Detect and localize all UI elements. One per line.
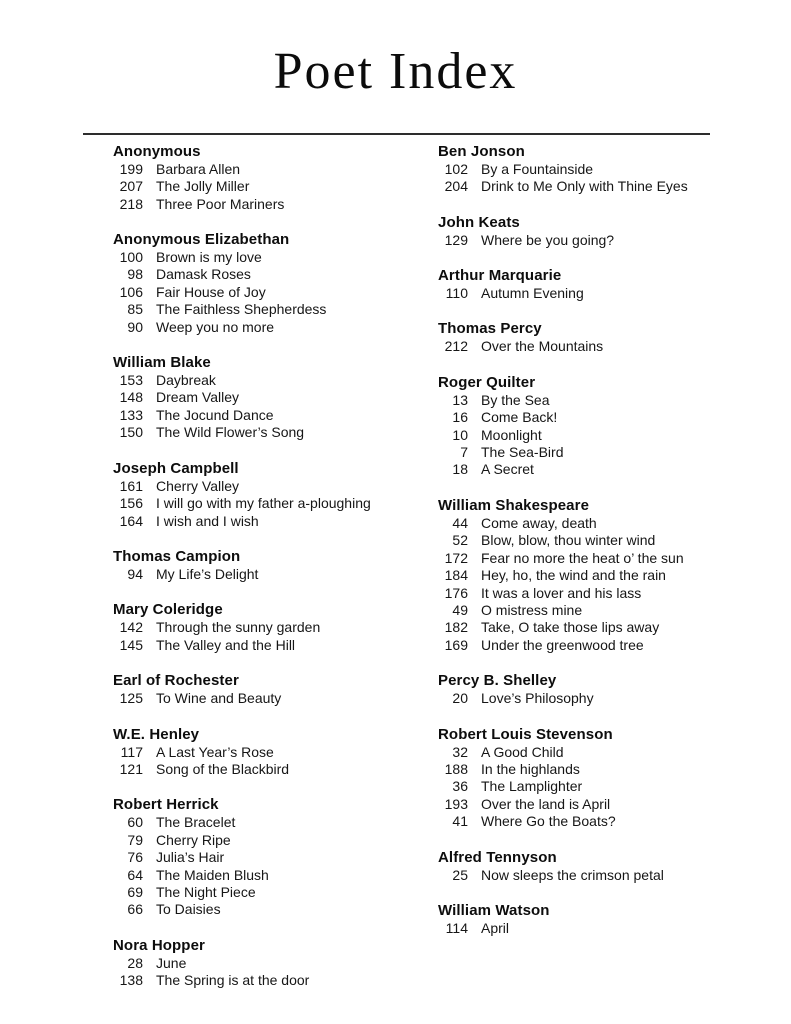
entry-poem-title: The Valley and the Hill — [156, 636, 296, 653]
entry-poem-title: The Sea-Bird — [481, 444, 564, 461]
index-entry — [438, 461, 791, 478]
poet-name: Ben Jonson — [438, 142, 525, 160]
index-entry — [438, 550, 791, 567]
entry-page-number: 125 — [119, 690, 143, 707]
entry-page-number: 25 — [452, 866, 468, 883]
entry-page-number: 182 — [444, 619, 468, 636]
entry-poem-title: Moonlight — [481, 426, 542, 443]
entry-page-number: 176 — [444, 584, 468, 601]
entry-poem-title: Song of the Blackbird — [156, 760, 290, 777]
entry-page-number: 169 — [444, 636, 468, 653]
column-right — [438, 142, 791, 1007]
entry-poem-title: Cherry Ripe — [156, 831, 231, 848]
index-entry — [438, 761, 791, 778]
index-entry — [438, 867, 791, 884]
entry-poem-title: Fear no more the heat o’ the sun — [481, 549, 684, 566]
entry-page-number: 204 — [444, 178, 468, 195]
poet-name: Thomas Percy — [438, 320, 542, 338]
title-divider — [83, 133, 710, 135]
poet-name: William Blake — [113, 354, 211, 372]
entry-page-number: 207 — [119, 178, 143, 195]
entry-poem-title: A Good Child — [481, 743, 564, 760]
entry-poem-title: The Spring is at the door — [156, 972, 310, 989]
entry-page-number: 20 — [452, 690, 468, 707]
entry-page-number: 44 — [452, 514, 468, 531]
entry-poem-title: Where be you going? — [481, 231, 615, 248]
poet-section — [113, 936, 438, 990]
entry-poem-title: In the highlands — [481, 760, 580, 777]
index-entry — [438, 338, 791, 355]
entry-page-number: 117 — [120, 743, 143, 760]
entry-page-number: 7 — [460, 444, 468, 461]
entry-page-number: 156 — [119, 495, 143, 512]
index-entry — [113, 744, 438, 761]
index-entry — [438, 778, 791, 795]
index-entry — [113, 619, 438, 636]
entry-page-number: 161 — [119, 477, 143, 494]
entry-poem-title: Where Go the Boats? — [481, 813, 616, 830]
index-entry — [113, 284, 438, 301]
entry-page-number: 145 — [119, 636, 143, 653]
index-entry — [438, 285, 791, 302]
index-entry — [113, 424, 438, 441]
poet-section — [113, 230, 438, 336]
poet-name: John Keats — [438, 213, 520, 231]
poet-section — [113, 671, 438, 707]
index-entry — [113, 178, 438, 195]
entry-page-number: 121 — [119, 760, 143, 777]
poet-section — [438, 319, 791, 355]
poet-name: William Watson — [438, 901, 550, 919]
entry-page-number: 138 — [119, 972, 143, 989]
index-entry — [113, 249, 438, 266]
entry-page-number: 16 — [452, 409, 468, 426]
poet-name: Anonymous Elizabethan — [113, 231, 290, 249]
poet-name: Robert Herrick — [113, 796, 219, 814]
entry-page-number: 153 — [119, 372, 143, 389]
index-entry — [113, 161, 438, 178]
index-entry — [113, 849, 438, 866]
entry-page-number: 199 — [119, 160, 143, 177]
entry-poem-title: Over the land is April — [481, 795, 611, 812]
entry-page-number: 32 — [452, 743, 468, 760]
poet-name: Joseph Campbell — [113, 459, 239, 477]
entry-page-number: 98 — [127, 266, 143, 283]
poet-name: W.E. Henley — [113, 725, 200, 743]
entry-page-number: 85 — [127, 301, 143, 318]
entry-poem-title: The Lamplighter — [481, 778, 583, 795]
poet-section — [438, 266, 791, 302]
index-entry — [438, 920, 791, 937]
index-entry — [113, 372, 438, 389]
entry-page-number: 129 — [444, 231, 468, 248]
index-entry — [438, 161, 791, 178]
entry-page-number: 114 — [445, 919, 468, 936]
entry-page-number: 64 — [127, 866, 143, 883]
entry-poem-title: Under the greenwood tree — [481, 636, 644, 653]
index-entry — [113, 814, 438, 831]
entry-page-number: 28 — [127, 954, 143, 971]
index-entry — [113, 867, 438, 884]
entry-page-number: 94 — [127, 565, 143, 582]
entry-page-number: 148 — [119, 389, 143, 406]
index-entry — [438, 567, 791, 584]
entry-poem-title: The Bracelet — [156, 814, 236, 831]
index-entry — [113, 761, 438, 778]
index-entry — [438, 444, 791, 461]
entry-poem-title: Dream Valley — [156, 389, 239, 406]
index-entry — [438, 637, 791, 654]
poet-name: Thomas Campion — [113, 547, 241, 565]
entry-poem-title: By the Sea — [481, 391, 550, 408]
poet-name: Alfred Tennyson — [438, 848, 557, 866]
entry-poem-title: Cherry Valley — [156, 477, 239, 494]
index-entry — [113, 972, 438, 989]
entry-page-number: 49 — [452, 601, 468, 618]
poet-section — [438, 142, 791, 196]
entry-poem-title: The Jocund Dance — [156, 406, 274, 423]
entry-page-number: 172 — [444, 549, 468, 566]
index-entry — [113, 884, 438, 901]
index-entry — [438, 532, 791, 549]
poet-section — [438, 901, 791, 937]
entry-poem-title: A Secret — [481, 461, 534, 478]
index-entry — [113, 319, 438, 336]
poet-section — [113, 600, 438, 654]
entry-poem-title: Blow, blow, thou winter wind — [481, 532, 656, 549]
index-entry — [438, 690, 791, 707]
index-entry — [438, 619, 791, 636]
index-entry — [113, 690, 438, 707]
entry-page-number: 193 — [444, 795, 468, 812]
entry-poem-title: Drink to Me Only with Thine Eyes — [481, 178, 688, 195]
entry-poem-title: June — [156, 954, 187, 971]
poet-name: Earl of Rochester — [113, 672, 239, 690]
entry-page-number: 150 — [119, 424, 143, 441]
index-entry — [438, 409, 791, 426]
poet-section — [113, 547, 438, 583]
entry-poem-title: Damask Roses — [156, 266, 251, 283]
index-entry — [113, 407, 438, 424]
entry-page-number: 102 — [444, 160, 468, 177]
index-columns — [0, 142, 791, 1007]
entry-page-number: 188 — [444, 760, 468, 777]
entry-page-number: 69 — [127, 883, 143, 900]
entry-poem-title: Through the sunny garden — [156, 619, 321, 636]
entry-poem-title: Love’s Philosophy — [481, 690, 594, 707]
entry-poem-title: Barbara Allen — [156, 160, 241, 177]
entry-poem-title: My Life’s Delight — [156, 565, 259, 582]
entry-page-number: 106 — [119, 283, 143, 300]
entry-poem-title: O mistress mine — [481, 601, 583, 618]
entry-poem-title: Daybreak — [156, 372, 216, 389]
index-entry — [438, 796, 791, 813]
poet-section — [438, 848, 791, 884]
entry-page-number: 52 — [452, 532, 468, 549]
entry-page-number: 13 — [452, 391, 468, 408]
entry-poem-title: Weep you no more — [156, 318, 275, 335]
index-entry — [113, 196, 438, 213]
poet-section — [438, 213, 791, 249]
entry-page-number: 41 — [452, 813, 468, 830]
poet-name: Percy B. Shelley — [438, 672, 557, 690]
index-entry — [113, 495, 438, 512]
entry-poem-title: Julia’s Hair — [156, 849, 225, 866]
poet-name: Anonymous — [113, 142, 201, 160]
index-entry — [438, 392, 791, 409]
index-entry — [438, 602, 791, 619]
entry-poem-title: The Maiden Blush — [156, 866, 269, 883]
entry-poem-title: Take, O take those lips away — [481, 619, 660, 636]
index-entry — [113, 266, 438, 283]
index-entry — [438, 232, 791, 249]
poet-name: William Shakespeare — [438, 496, 590, 514]
poet-section — [113, 795, 438, 918]
poet-section — [113, 459, 438, 530]
poet-section — [438, 671, 791, 707]
index-entry — [113, 478, 438, 495]
entry-page-number: 218 — [119, 195, 143, 212]
entry-page-number: 133 — [119, 406, 143, 423]
entry-page-number: 110 — [445, 285, 468, 302]
poet-section — [113, 353, 438, 442]
entry-page-number: 18 — [452, 461, 468, 478]
entry-page-number: 142 — [119, 619, 143, 636]
entry-poem-title: The Night Piece — [156, 883, 256, 900]
entry-poem-title: To Wine and Beauty — [156, 690, 282, 707]
entry-poem-title: Over the Mountains — [481, 338, 604, 355]
index-entry — [113, 955, 438, 972]
page-title: Poet Index — [273, 43, 518, 100]
poet-name: Robert Louis Stevenson — [438, 725, 613, 743]
entry-poem-title: Hey, ho, the wind and the rain — [481, 567, 666, 584]
entry-page-number: 36 — [452, 778, 468, 795]
entry-poem-title: I wish and I wish — [156, 512, 259, 529]
entry-poem-title: I will go with my father a-ploughing — [156, 495, 371, 512]
poet-section — [438, 496, 791, 654]
index-entry — [113, 566, 438, 583]
entry-page-number: 184 — [444, 567, 468, 584]
poet-section — [113, 142, 438, 213]
entry-page-number: 164 — [119, 512, 143, 529]
index-entry — [113, 389, 438, 406]
entry-poem-title: The Faithless Shepherdess — [156, 301, 327, 318]
entry-poem-title: Come away, death — [481, 514, 597, 531]
entry-poem-title: Come Back! — [481, 409, 558, 426]
index-entry — [438, 585, 791, 602]
entry-page-number: 79 — [127, 831, 143, 848]
entry-page-number: 60 — [127, 814, 143, 831]
entry-poem-title: Autumn Evening — [481, 285, 584, 302]
poet-section — [113, 725, 438, 779]
column-left — [113, 142, 438, 1007]
entry-poem-title: April — [481, 919, 510, 936]
poet-name: Arthur Marquarie — [438, 267, 562, 285]
entry-page-number: 212 — [444, 338, 468, 355]
poet-name: Nora Hopper — [113, 936, 205, 954]
entry-poem-title: Brown is my love — [156, 249, 262, 266]
index-entry — [113, 901, 438, 918]
entry-poem-title: Now sleeps the crimson petal — [481, 866, 664, 883]
poet-name: Roger Quilter — [438, 373, 536, 391]
entry-page-number: 10 — [452, 426, 468, 443]
entry-page-number: 100 — [119, 249, 143, 266]
entry-poem-title: It was a lover and his lass — [481, 584, 642, 601]
index-entry — [438, 427, 791, 444]
index-entry — [113, 832, 438, 849]
index-entry — [438, 515, 791, 532]
index-entry — [438, 813, 791, 830]
entry-poem-title: A Last Year’s Rose — [156, 743, 274, 760]
poet-section — [438, 373, 791, 479]
entry-poem-title: To Daisies — [156, 901, 221, 918]
index-entry — [113, 301, 438, 318]
entry-page-number: 76 — [127, 849, 143, 866]
poet-section — [438, 725, 791, 831]
index-entry — [113, 637, 438, 654]
index-entry — [438, 744, 791, 761]
index-entry — [113, 513, 438, 530]
index-entry — [438, 178, 791, 195]
entry-page-number: 66 — [127, 901, 143, 918]
entry-poem-title: The Wild Flower’s Song — [156, 424, 305, 441]
entry-poem-title: Fair House of Joy — [156, 283, 266, 300]
entry-page-number: 90 — [127, 318, 143, 335]
poet-name: Mary Coleridge — [113, 601, 223, 619]
entry-poem-title: The Jolly Miller — [156, 178, 250, 195]
entry-poem-title: By a Fountainside — [481, 160, 594, 177]
entry-poem-title: Three Poor Mariners — [156, 195, 285, 212]
